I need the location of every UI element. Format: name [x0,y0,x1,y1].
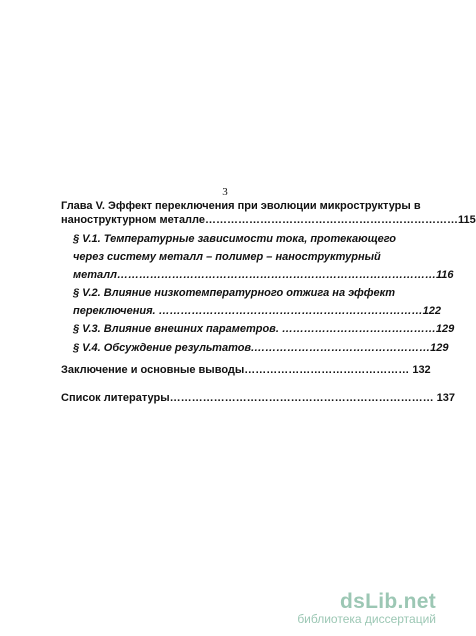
toc-references: Список литературы……………………………………………………………… 137 [61,392,455,404]
watermark-subtitle: библиотека диссертаций [297,612,436,626]
toc-section-v2-line-2: переключения. ………………………………………………………………122 [73,305,442,317]
page-number: 3 [222,186,228,198]
toc-section-v3: § V.3. Влияние внешних параметров. ……………………………………129 [73,323,455,335]
watermark [297,590,436,626]
toc-conclusion: Заключение и основные выводы……………………………………… 132 [61,364,431,376]
toc-section-v1-line-1: § V.1. Температурные зависимости тока, протекающего [73,233,397,245]
watermark-logo: dsLib.net [339,590,436,613]
toc-chapter-5-title-line-2: наноструктурном металле……………………………………………………………115 [61,214,476,226]
toc-chapter-5-title-line-1: Глава V. Эффект переключения при эволюции микроструктуры в [61,200,421,212]
toc-section-v4: § V.4. Обсуждение результатов.…………………………………………129 [73,342,449,354]
toc-section-v1-line-3: металл……………………………………………………………………………116 [73,269,454,281]
toc-section-v2-line-1: § V.2. Влияние низкотемпературного отжига на эффект [73,287,395,299]
toc-section-v1-line-2: через систему металл – полимер – наноструктурный [73,251,381,263]
